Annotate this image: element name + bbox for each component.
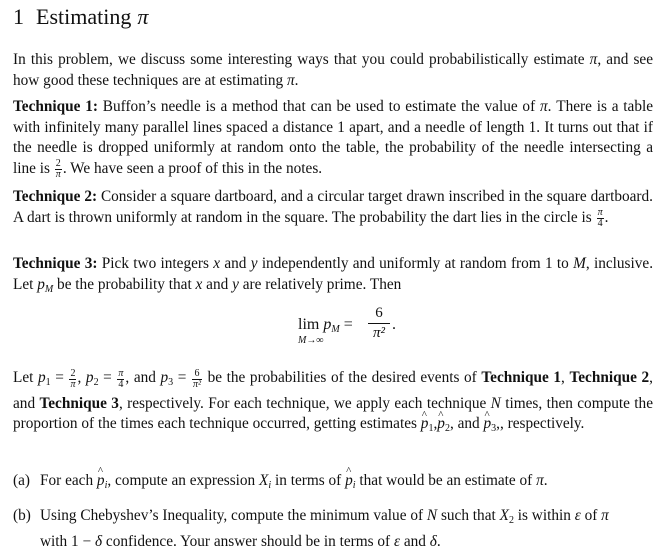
section-number: 1: [13, 4, 24, 29]
technique-1-paragraph: Technique 1: Buffon’s needle is a method that can be used to estimate the value of π. There is a table with infinitely many parallel lines spaced a distance 1 apart, and a needle of length 1. It turns out that if the needle is dropped uniformly at random onto the table, the probability of the needle intersecting a line is $\frac{2}{\pi}$ . We have seen a proof of this in the notes.: [13, 98, 654, 180]
definitions-paragraph: Let $p_1$ = $\frac{2}{\pi}$ , $p_2$ = $\frac{\pi}{4}$ , and $p_3$ = $\frac{6}{\text{π²}}$ be the probabilities of the desired events of Technique 1, Technique 2, and Technique 3, respectively. For each technique, we apply each technique N times, then compute the proportion of the times each technique occurred, getting estimates p $\^{}_1,p$ $\^{}_2$, and p $\^{}_3$,, respectively.: [13, 368, 653, 440]
intro-paragraph: In this problem, we discuss some interesting ways that you could probabilistically estimate π, and see how good these techniques are at estimating π.: [13, 51, 654, 89]
limit-operator: $\lim p_M$ =: [298, 316, 353, 335]
technique-2-paragraph: Technique 2: Consider a square dartboard, and a circular target drawn inscribed in the square dartboard. A dart is thrown uniformly at random in the square. The probability the dart lies in the circle is $\frac{\pi}{4}$ .: [13, 188, 653, 229]
technique-2-label: Technique 2:: [13, 188, 98, 205]
part-b: (b) Using Chebyshev’s Inequality, compute the minimum value of N such that $X_2$ is within ε of π with 1 − δ confidence. Your answer should be in terms of ε and δ.: [13, 507, 609, 550]
technique-3-label: Technique 3:: [13, 255, 98, 272]
section-heading: [13, 4, 148, 30]
part-a-label: (a): [13, 472, 30, 489]
part-a: (a) For each p $\^{}_i$, compute an expression $X_i$ in terms of p $\^{}_i$ that would be an estimate of π.: [13, 470, 653, 496]
limit-fraction: 6 π²: [368, 304, 390, 343]
dartboard-fraction: $\frac{\pi}{4}$: [597, 207, 603, 229]
section-title: Estimating: [36, 4, 132, 29]
limit-equation: $\lim p_M$ = M→∞ 6 π² .: [298, 305, 396, 346]
section-pi-symbol: π: [137, 4, 149, 29]
part-b-label: (b): [13, 507, 31, 524]
buffon-fraction: $\frac{2}{\pi}$: [55, 158, 61, 180]
technique-1-label: Technique 1:: [13, 98, 98, 115]
technique-3-paragraph: Technique 3: Pick two integers x and y independently and uniformly at random from 1 to M, inclusive. Let $p_M$ be the probability that x and y are relatively prime. Then: [13, 255, 654, 295]
limit-subscript: M→∞: [298, 335, 324, 346]
